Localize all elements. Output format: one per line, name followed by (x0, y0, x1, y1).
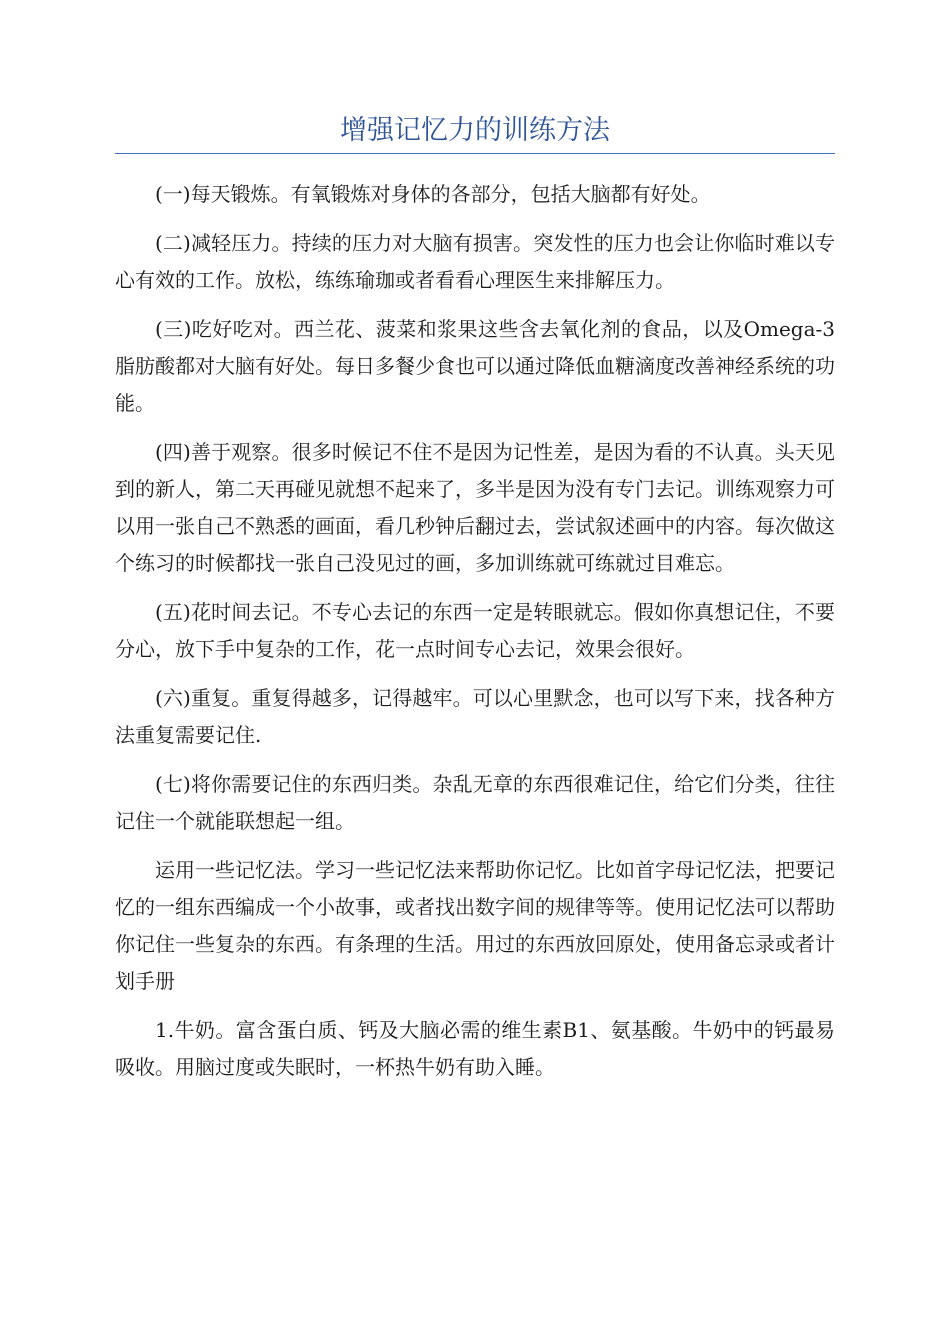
paragraph: 1.牛奶。富含蛋白质、钙及大脑必需的维生素B1、氨基酸。牛奶中的钙最易吸收。用脑过度或失眠时，一杯热牛奶有助入睡。 (115, 1018, 835, 1079)
paragraph: (一)每天锻炼。有氧锻炼对身体的各部分，包括大脑都有好处。 (155, 182, 711, 206)
paragraph: (四)善于观察。很多时候记不住不是因为记性差，是因为看的不认真。头天见到的新人，第二天再碰见就想不起来了，多半是因为没有专门去记。训练观察力可以用一张自己不熟悉的画面，看几秒钟后翻过去，尝试叙述画中的内容。每次做这个练习的时候都找一张自己没见过的画，多加训练就可练就过目难忘。 (115, 440, 835, 575)
document-title: 增强记忆力的训练方法 (340, 115, 610, 146)
paragraph: (七)将你需要记住的东西归类。杂乱无章的东西很难记住，给它们分类，往往记住一个就能联想起一组。 (115, 772, 835, 833)
title-underline (115, 153, 835, 154)
paragraph: (六)重复。重复得越多，记得越牢。可以心里默念，也可以写下来，找各种方法重复需要记住. (115, 686, 835, 747)
paragraph: (三)吃好吃对。西兰花、菠菜和浆果这些含去氧化剂的食品，以及Omega-3脂肪酸都对大脑有好处。每日多餐少食也可以通过降低血糖滴度改善神经系统的功能。 (115, 317, 835, 415)
paragraph: (二)减轻压力。持续的压力对大脑有损害。突发性的压力也会让你临时难以专心有效的工作。放松，练练瑜珈或者看看心理医生来排解压力。 (115, 231, 835, 292)
paragraph: (五)花时间去记。不专心去记的东西一定是转眼就忘。假如你真想记住，不要分心，放下手中复杂的工作，花一点时间专心去记，效果会很好。 (115, 600, 835, 661)
paragraph: 运用一些记忆法。学习一些记忆法来帮助你记忆。比如首字母记忆法，把要记忆的一组东西编成一个小故事，或者找出数字间的规律等等。使用记忆法可以帮助你记住一些复杂的东西。有条理的生活。用过的东西放回原处，使用备忘录或者计划手册 (115, 858, 835, 993)
document-body (115, 176, 835, 1098)
